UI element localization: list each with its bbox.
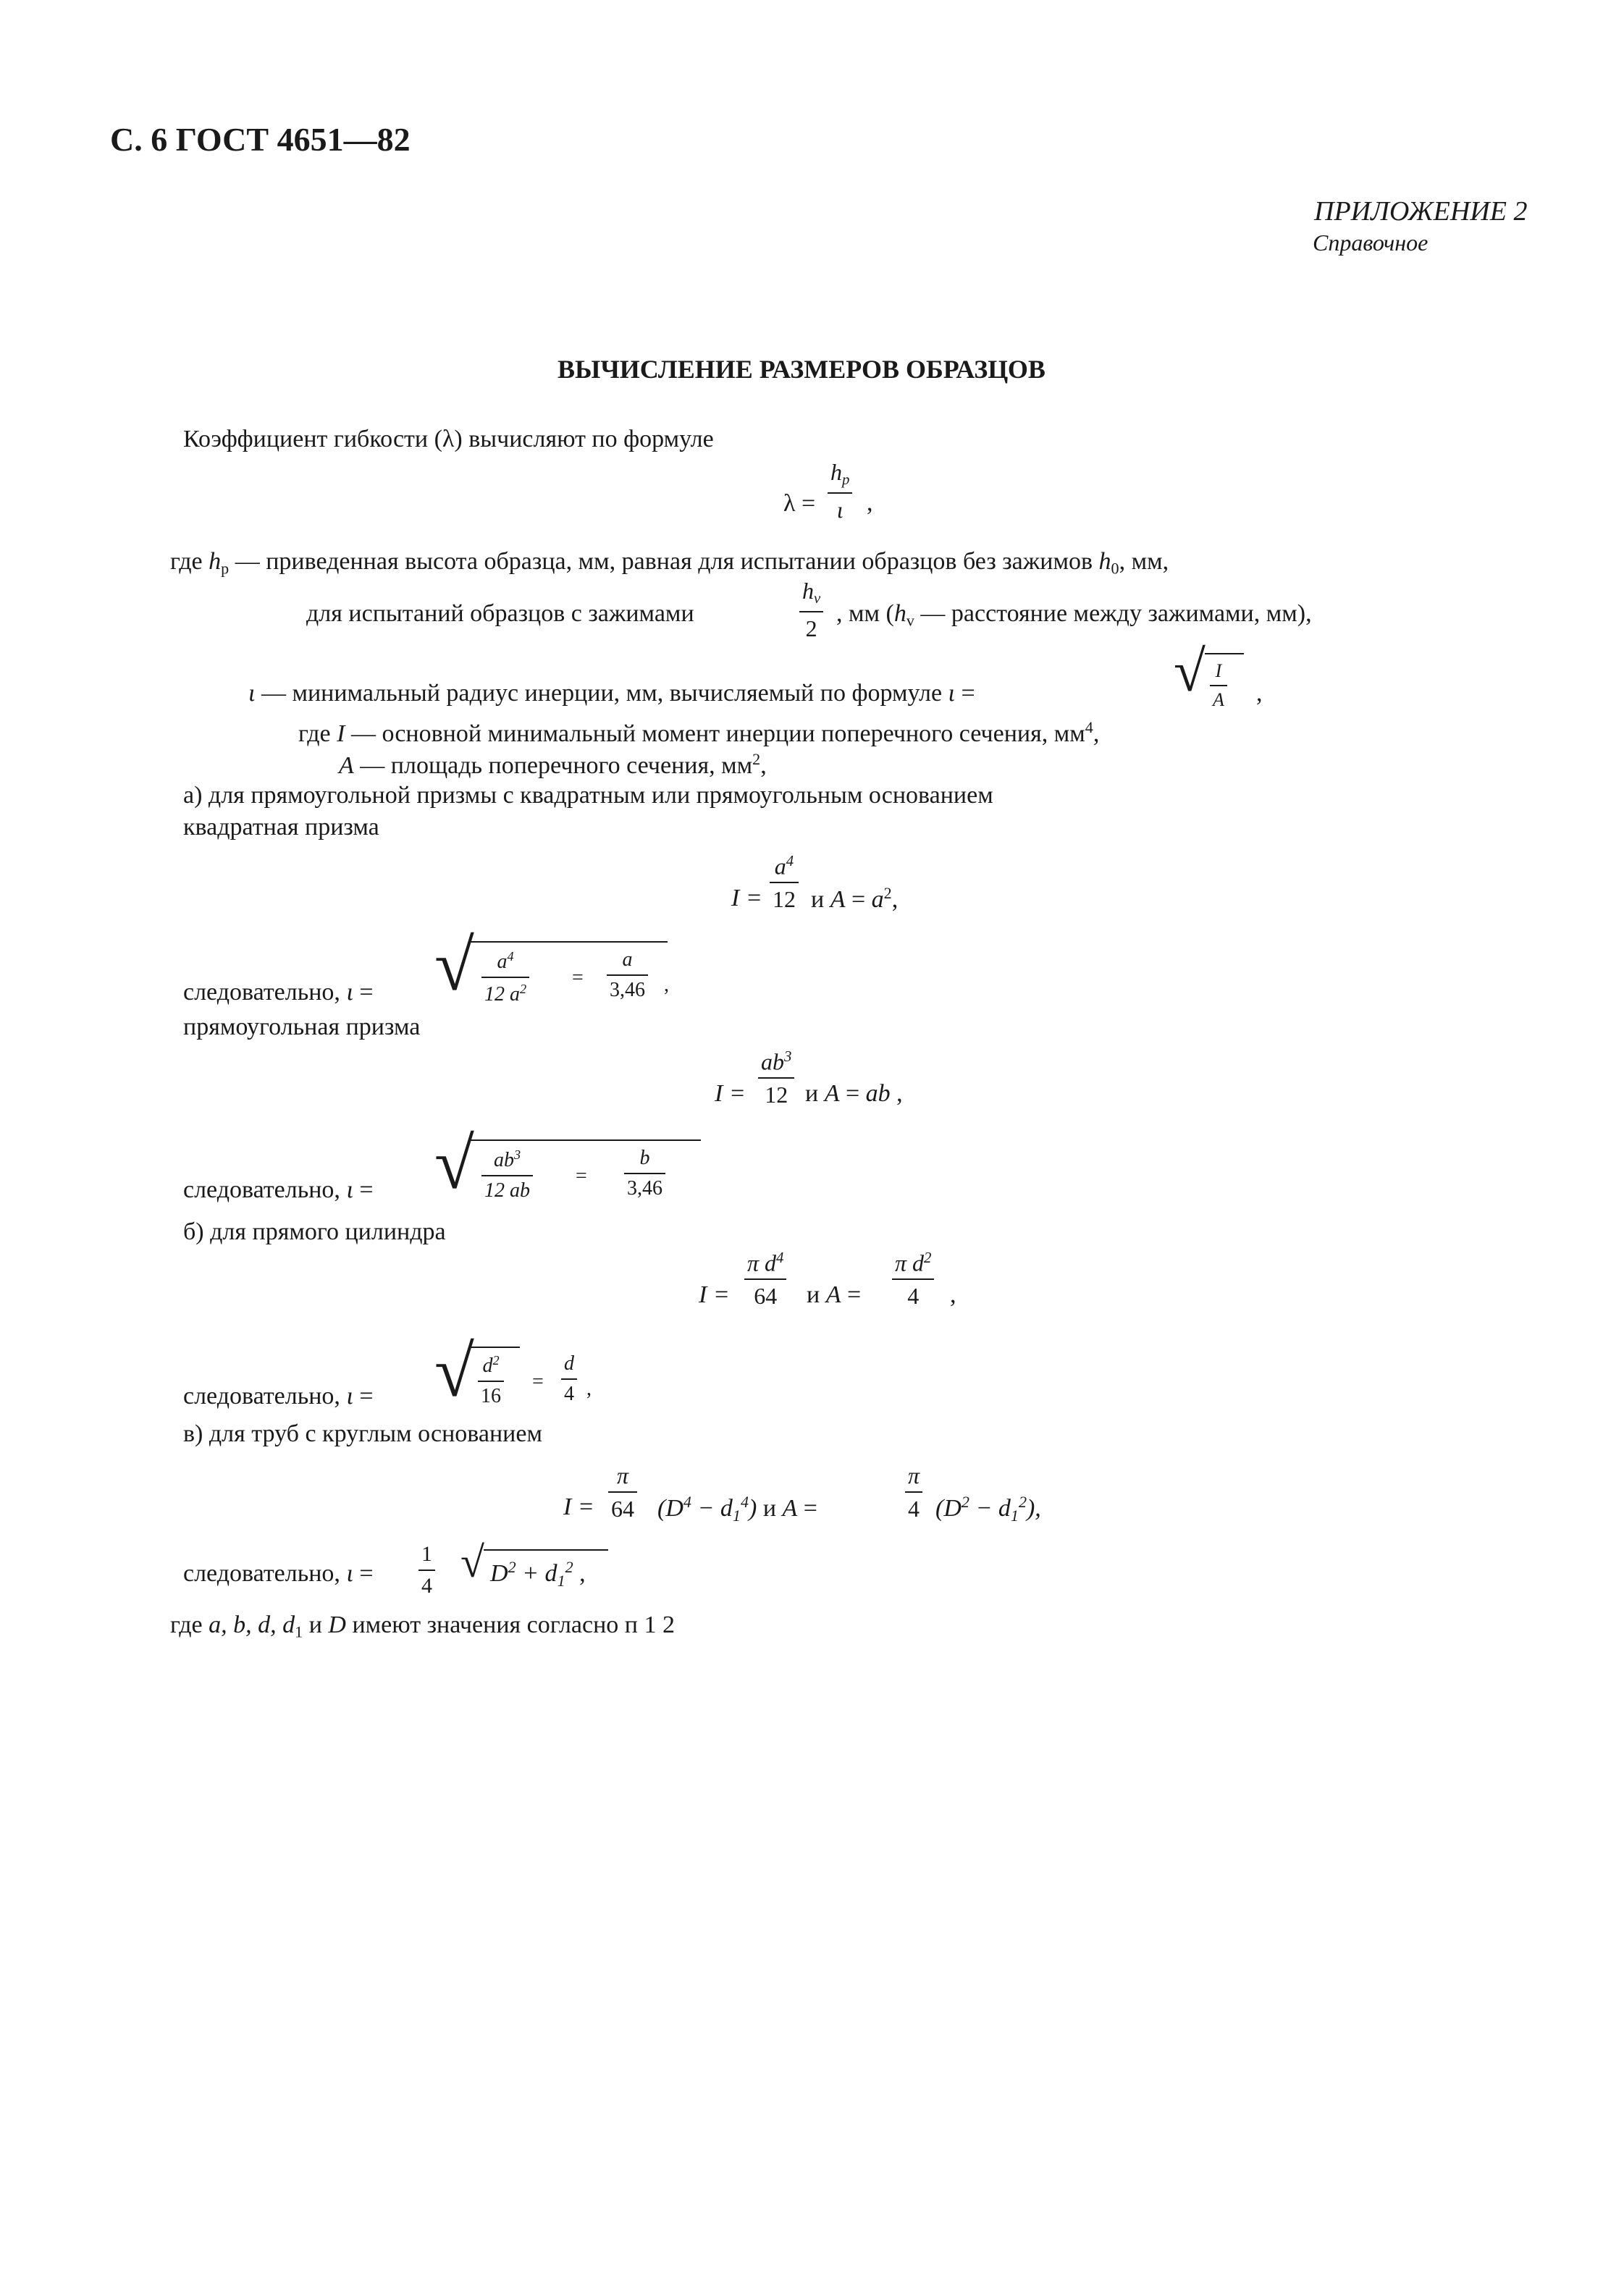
hv-symbol: h: [893, 600, 906, 627]
pipe-plus: + d: [516, 1560, 558, 1588]
formula-lambda-tail: ,: [867, 489, 873, 516]
iota-symbol: ι: [248, 680, 256, 707]
sq-sqrt-sign: √: [434, 925, 474, 1006]
definition-hp: [170, 548, 1169, 578]
pipe-d-sub: 1: [557, 1571, 565, 1590]
iota-text: — минимальный радиус инерции, мм, вычисляемый по формуле: [255, 680, 948, 707]
iota-eq: =: [955, 680, 975, 707]
rect-therefore: [183, 1176, 374, 1203]
clamps-num-sub: v: [814, 590, 821, 607]
closing-note: [170, 1611, 675, 1641]
item-b: б) для прямого цилиндра: [183, 1218, 446, 1245]
pipe-I-d-sub: 1: [732, 1506, 741, 1525]
rect-eq: =: [839, 1080, 866, 1107]
rect-result-fraction: [624, 1148, 665, 1199]
closing-tail: имеют значения согласно п 1 2: [345, 1611, 676, 1638]
cyl-A-num: π d: [895, 1250, 925, 1276]
A-sup: 2: [752, 750, 761, 768]
pipe-coef-num: 1: [421, 1542, 432, 1566]
rect-prism-label: прямоугольная призма: [183, 1014, 421, 1040]
pipe-d-sup: 2: [565, 1558, 573, 1576]
rect-iota: ι: [346, 1176, 353, 1203]
rect-result-eq: =: [576, 1165, 587, 1187]
pipe-I-close: ): [748, 1495, 757, 1522]
hv-symbol-sub: v: [906, 611, 914, 630]
pipe-I-fraction: [608, 1464, 637, 1520]
cyl-I-num-sup: 4: [776, 1250, 784, 1266]
cyl-A-den: 4: [892, 1278, 934, 1307]
cyl-I-fraction: [744, 1250, 786, 1310]
lambda-num-sub: p: [842, 471, 850, 489]
rect-I-num: ab: [761, 1048, 784, 1075]
sq-A-symbol: A: [830, 886, 846, 914]
rect-therefore-text: следовательно,: [183, 1176, 347, 1203]
lambda-num: h: [830, 459, 842, 485]
A-text: — площадь поперечного сечения, мм: [353, 752, 753, 780]
formula-lambda-lhs: λ =: [783, 490, 816, 517]
rect-sqrt-sign: √: [434, 1124, 474, 1204]
closing-D: D: [328, 1611, 346, 1638]
rect-I-fraction: [758, 1050, 794, 1106]
formula-lambda-fraction: [828, 460, 852, 521]
rect-inner-num: ab: [493, 1149, 514, 1171]
page-title: ВЫЧИСЛЕНИЕ РАЗМЕРОВ ОБРАЗЦОВ: [558, 355, 1045, 384]
hp-symbol-sub: р: [221, 559, 230, 578]
cyl-res-num: d: [564, 1352, 574, 1375]
A-symbol: A: [339, 752, 354, 780]
cyl-A-num-sup: 2: [924, 1250, 932, 1266]
closing-vars-sub: 1: [295, 1622, 303, 1641]
sq-rhs-sup: 2: [883, 884, 892, 902]
clamps-fraction: [799, 579, 823, 640]
cyl-result-tail: ,: [586, 1378, 592, 1400]
rect-inner-num-sup: 3: [513, 1147, 521, 1162]
rect-I-rest: [805, 1080, 903, 1107]
I-sup: 4: [1085, 718, 1093, 736]
sq-I-num: a: [774, 853, 786, 880]
sq-I-den: 12: [770, 882, 799, 911]
sqrt-sign: √: [1174, 640, 1206, 704]
closing-lead: где: [170, 1611, 209, 1638]
cyl-therefore: [183, 1383, 374, 1410]
rect-I-lhs: I =: [715, 1080, 746, 1107]
sq-result-tail: ,: [664, 974, 669, 996]
pipe-tail: ,: [573, 1560, 586, 1588]
cyl-result-eq: =: [532, 1370, 544, 1393]
pipe-iota-eq: =: [359, 1560, 374, 1587]
clamps-tail: [836, 600, 1312, 630]
cyl-inner-num-sup: 2: [492, 1353, 500, 1368]
square-prism-label: квадратная призма: [183, 814, 379, 840]
sq-eq: =: [845, 886, 872, 914]
rect-tail: ,: [890, 1080, 903, 1107]
item-v: в) для труб с круглым основанием: [183, 1420, 542, 1447]
A-tail: ,: [760, 752, 767, 780]
pipe-A-d-sub: 1: [1010, 1506, 1019, 1525]
iota-symbol-2: ι: [948, 680, 955, 707]
clamps-tail-a: , мм (: [836, 600, 894, 627]
pipe-A-D-sup: 2: [961, 1493, 969, 1511]
cyl-mid: и: [807, 1281, 826, 1308]
hp-lead: где: [170, 548, 209, 575]
pipe-coef-den: 4: [418, 1570, 435, 1597]
sq-result-eq: =: [572, 966, 584, 989]
pipe-A-minus: − d: [969, 1495, 1011, 1522]
rect-iota-eq: =: [359, 1176, 374, 1203]
lambda-den: ι: [828, 492, 852, 521]
pipe-A-fraction: [905, 1464, 922, 1520]
hp-tail: , мм,: [1119, 548, 1169, 575]
sq-inner-den: 12 a: [484, 983, 520, 1006]
rect-inner-fraction: [481, 1148, 533, 1201]
sq-rhs: a: [871, 886, 884, 914]
cyl-sqrt-sign: √: [434, 1331, 474, 1412]
hp-text: — приведенная высота образца, мм, равная для испытании образцов без зажимов: [229, 548, 1099, 575]
iota-tail: ,: [1256, 680, 1263, 707]
pipe-A-D: (D: [935, 1495, 962, 1522]
closing-vars: a, b, d, d: [209, 1611, 295, 1638]
cyl-tail: ,: [950, 1281, 956, 1308]
cyl-iota-eq: =: [359, 1383, 374, 1410]
sq-tail: ,: [891, 886, 899, 914]
sq-I-num-sup: 4: [786, 853, 794, 869]
page-header: С. 6 ГОСТ 4651—82: [110, 121, 411, 158]
pipe-A-d-sup: 2: [1018, 1493, 1027, 1511]
pipe-therefore-text: следовательно,: [183, 1560, 347, 1587]
iota-fraction: [1210, 662, 1227, 709]
cyl-I-mid: [807, 1281, 861, 1308]
clamps-den: 2: [799, 611, 823, 640]
cyl-result-fraction: [561, 1354, 577, 1404]
I-tail: ,: [1093, 720, 1100, 748]
pipe-sqrt-sign: √: [460, 1538, 484, 1586]
pipe-A-body: [935, 1493, 1041, 1525]
definition-iota: [248, 680, 975, 707]
I-symbol: I: [337, 720, 345, 748]
sq-iota-eq: =: [359, 979, 374, 1006]
pipe-D: D: [490, 1560, 508, 1588]
pipe-iota: ι: [346, 1560, 353, 1587]
pipe-A-close: ),: [1026, 1495, 1041, 1522]
sq-I-lhs: I =: [731, 885, 762, 911]
sq-therefore-text: следовательно,: [183, 979, 347, 1006]
rect-res-den: 3,46: [624, 1173, 665, 1199]
sq-inner-num-sup: 4: [507, 949, 514, 964]
pipe-I-D: (D: [657, 1495, 683, 1522]
sq-inner-fraction: [481, 950, 529, 1005]
sq-res-den: 3,46: [607, 974, 648, 1000]
pipe-mid: и: [757, 1495, 783, 1522]
pipe-I-minus: − d: [691, 1495, 733, 1522]
cyl-A-fraction: [892, 1250, 934, 1310]
rect-A-symbol: A: [824, 1080, 840, 1107]
definition-A: [339, 751, 767, 780]
pipe-I-body: [657, 1493, 817, 1525]
pipe-I-lhs: I =: [563, 1493, 594, 1520]
pipe-coef-fraction: [418, 1543, 435, 1597]
pipe-A-den: 4: [905, 1491, 922, 1520]
clamps-text: для испытаний образцов с зажимами: [306, 600, 694, 627]
appendix-kind: Справочное: [1313, 229, 1429, 256]
cyl-eq: =: [841, 1281, 862, 1308]
appendix-label: ПРИЛОЖЕНИЕ 2: [1314, 196, 1528, 227]
sq-I-rest: [811, 885, 898, 914]
sq-sqrt-vinculum: [471, 941, 668, 943]
rect-I-num-sup: 3: [784, 1048, 792, 1065]
rect-inner-den: 12 ab: [481, 1175, 533, 1201]
pipe-I-D-sup: 4: [683, 1493, 691, 1511]
cyl-inner-num: d: [482, 1354, 493, 1377]
sq-result-fraction: [607, 950, 648, 1000]
sq-inner-num: a: [497, 951, 508, 973]
rect-sqrt-vinculum: [471, 1139, 701, 1141]
cyl-res-den: 4: [561, 1378, 577, 1404]
pipe-therefore: [183, 1560, 374, 1587]
rect-res-num: b: [639, 1147, 650, 1169]
pipe-D-sup: 2: [508, 1558, 516, 1576]
clamps-num: h: [802, 578, 814, 604]
sq-inner-den-sup: 2: [520, 982, 527, 996]
pipe-A-num: π: [908, 1462, 920, 1488]
sqrt-vinculum: [1205, 653, 1244, 654]
rect-rhs: ab: [865, 1080, 891, 1107]
sq-I-mid: и: [811, 886, 830, 914]
cyl-I-den: 64: [744, 1278, 786, 1307]
pipe-I-d-sup: 4: [740, 1493, 749, 1511]
cyl-iota: ι: [346, 1383, 353, 1410]
pipe-I-num: π: [616, 1462, 629, 1488]
pipe-sqrt-body: [490, 1559, 586, 1590]
sq-res-num: a: [622, 948, 633, 971]
closing-mid: и: [303, 1611, 329, 1638]
cyl-inner-den: 16: [478, 1381, 504, 1407]
cyl-A-symbol: A: [825, 1281, 841, 1308]
h0-symbol-sub: 0: [1111, 559, 1119, 578]
h0-symbol: h: [1098, 548, 1111, 575]
cyl-inner-fraction: [478, 1354, 504, 1407]
pipe-I-den: 64: [608, 1491, 637, 1520]
cyl-I-num: π d: [747, 1250, 777, 1276]
definition-I: [298, 719, 1099, 748]
cyl-therefore-text: следовательно,: [183, 1383, 347, 1410]
sq-iota: ι: [346, 979, 353, 1006]
sq-I-fraction: [770, 854, 799, 911]
cyl-sqrt-vinculum: [471, 1347, 520, 1348]
rect-I-mid: и: [805, 1080, 825, 1107]
sq-therefore: [183, 979, 374, 1006]
I-text: — основной минимальный момент инерции поперечного сечения, мм: [345, 720, 1085, 748]
iota-den: A: [1210, 685, 1227, 709]
pipe-eq: =: [797, 1495, 817, 1522]
item-a: а) для прямоугольной призмы с квадратным или прямоугольным основанием: [183, 782, 993, 809]
iota-num: I: [1215, 660, 1222, 681]
pipe-A-symbol: A: [782, 1495, 798, 1522]
I-lead: где: [298, 720, 337, 748]
hp-symbol: h: [209, 548, 222, 575]
intro-text: Коэффициент гибкости (λ) вычисляют по формуле: [183, 426, 714, 452]
rect-I-den: 12: [758, 1077, 794, 1106]
clamps-tail-b: — расстояние между зажимами, мм),: [914, 600, 1312, 627]
pipe-sqrt-vinculum: [484, 1549, 608, 1551]
cyl-I-lhs: I =: [699, 1281, 730, 1308]
